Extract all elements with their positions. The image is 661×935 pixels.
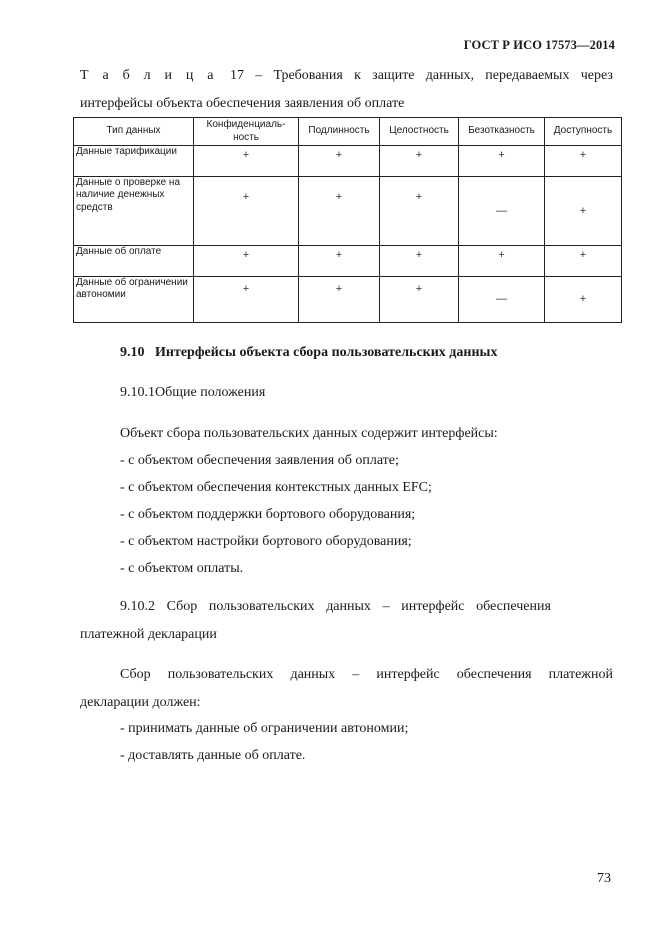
subsection-number: 9.10.2 <box>120 599 155 614</box>
column-header: Целостность <box>380 118 459 146</box>
caption-word: через <box>580 68 613 83</box>
table-cell: — <box>459 277 545 323</box>
page-number: 73 <box>597 871 611 886</box>
table-row <box>74 177 622 246</box>
table-caption-dash: – <box>255 68 263 83</box>
paragraph-word: – <box>352 667 360 682</box>
table-cell: + <box>380 146 459 177</box>
table-cell: + <box>194 246 299 277</box>
table-cell: + <box>545 177 622 246</box>
table-header-row <box>74 118 622 146</box>
subsection-2-heading <box>80 593 613 649</box>
table-cell: + <box>194 177 299 246</box>
paragraph-word: данных <box>290 667 336 682</box>
table-cell: + <box>299 177 380 246</box>
paragraph-word: платежной <box>548 667 613 682</box>
heading-word: пользовательских <box>208 599 315 614</box>
section-heading <box>120 345 497 361</box>
table-row <box>74 277 622 323</box>
list-item: - с объектом настройки бортового оборудования; <box>120 534 412 549</box>
paragraph-word: пользовательских <box>167 667 274 682</box>
table-cell: + <box>380 277 459 323</box>
table-cell: + <box>380 246 459 277</box>
table-cell: + <box>194 277 299 323</box>
table-cell: + <box>459 146 545 177</box>
table-cell: + <box>299 246 380 277</box>
paragraph-word: обеспечения <box>456 667 532 682</box>
table-caption-line2: интерфейсы объекта обеспечения заявления об оплате <box>80 96 405 111</box>
heading-word: – <box>382 599 390 614</box>
table-cell: + <box>545 277 622 323</box>
list-item: - доставлять данные об оплате. <box>120 748 306 763</box>
table-cell: + <box>545 146 622 177</box>
column-header: Подлинность <box>299 118 380 146</box>
heading-word: данных <box>326 599 371 614</box>
caption-word: к <box>354 68 361 83</box>
table-cell: — <box>459 177 545 246</box>
list-item: - с объектом поддержки бортового оборудования; <box>120 507 416 522</box>
column-header: Конфиденциаль-ность <box>194 118 299 146</box>
caption-word: защите <box>372 68 415 83</box>
caption-word: передаваемых <box>485 68 570 83</box>
column-header: Безотказность <box>459 118 545 146</box>
caption-word: Требования <box>273 68 343 83</box>
list-item: - с объектом обеспечения контекстных данных EFC; <box>120 480 432 495</box>
row-label: Данные об оплате <box>74 246 194 277</box>
body-paragraph <box>80 661 613 717</box>
caption-word: данных, <box>425 68 475 83</box>
subsection-2-heading-line2: платежной декларации <box>80 627 217 642</box>
row-label: Данные о проверке на наличие денежных средств <box>74 177 194 246</box>
document-header: ГОСТ Р ИСО 17573—2014 <box>463 38 615 52</box>
table-cell: + <box>380 177 459 246</box>
section-number: 9.10 <box>120 345 145 360</box>
body-paragraph-line2: декларации должен: <box>80 695 201 710</box>
table-cell: + <box>545 246 622 277</box>
column-header: Доступность <box>545 118 622 146</box>
table-cell: + <box>194 146 299 177</box>
table-caption-number: 17 <box>229 68 244 83</box>
heading-word: интерфейс <box>401 599 465 614</box>
list-item: - принимать данные об ограничении автономии; <box>120 721 409 736</box>
paragraph-word: Сбор <box>120 667 151 682</box>
row-label: Данные тарификации <box>74 146 194 177</box>
list-item: - с объектом обеспечения заявления об оплате; <box>120 453 399 468</box>
table-row <box>74 246 622 277</box>
requirements-table <box>73 117 622 323</box>
table-caption <box>80 62 613 118</box>
list-item: - с объектом оплаты. <box>120 561 244 576</box>
subsection-heading <box>120 385 265 401</box>
section-title: Интерфейсы объекта сбора пользовательских данных <box>155 345 498 360</box>
table-cell: + <box>299 277 380 323</box>
row-label: Данные об ограничении автономии <box>74 277 194 323</box>
column-header: Тип данных <box>74 118 194 146</box>
table-cell: + <box>459 246 545 277</box>
paragraph-word: интерфейс <box>376 667 440 682</box>
intro-paragraph: Объект сбора пользовательских данных содержит интерфейсы: <box>120 426 498 441</box>
heading-word: Сбор <box>166 599 198 614</box>
subsection-title: Общие положения <box>155 385 266 400</box>
table-caption-label: Т а б л и ц а <box>80 68 219 83</box>
table-cell: + <box>299 146 380 177</box>
subsection-number: 9.10.1 <box>120 385 155 400</box>
table-row <box>74 146 622 177</box>
heading-word: обеспечения <box>476 599 551 614</box>
